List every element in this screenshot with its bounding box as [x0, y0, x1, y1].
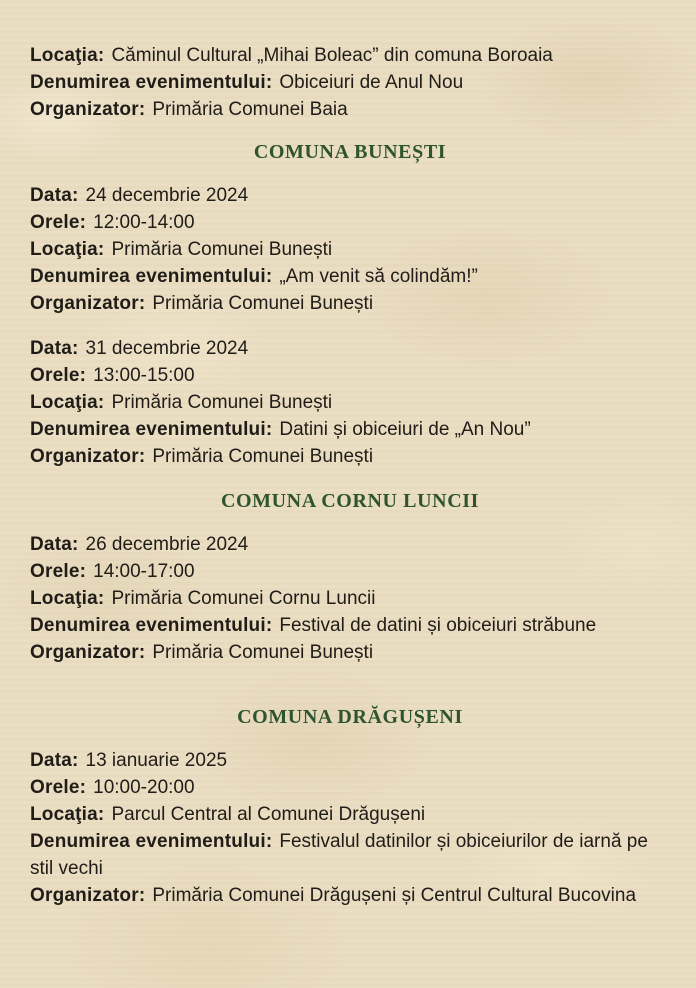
section-heading-cornu-luncii: COMUNA CORNU LUNCII	[220, 490, 480, 512]
event-field-orele	[30, 209, 670, 236]
field-value-locatia: Căminul Cultural „Mihai Boleac” din comuna Boroaia	[111, 45, 553, 66]
field-label-denumirea: Denumirea evenimentului:	[30, 419, 273, 440]
event-block	[30, 335, 670, 470]
event-field-orele	[30, 558, 670, 585]
event-field-denumirea	[30, 828, 670, 882]
field-label-organizator: Organizator:	[30, 99, 146, 120]
field-label-data: Data:	[30, 750, 79, 771]
event-field-orele	[30, 362, 670, 389]
event-block-intro	[30, 42, 670, 123]
field-value-orele: 14:00-17:00	[93, 561, 195, 582]
field-value-data: 31 decembrie 2024	[85, 338, 249, 359]
field-value-orele: 12:00-14:00	[93, 212, 195, 233]
event-field-organizator	[30, 96, 670, 123]
field-label-denumirea: Denumirea evenimentului:	[30, 266, 273, 287]
field-value-denumirea: Festivalul datinilor și obiceiurilor de iarnă pe stil vechi	[30, 831, 648, 879]
event-field-denumirea	[30, 263, 670, 290]
field-label-locatia: Locaţia:	[30, 392, 105, 413]
field-label-organizator: Organizator:	[30, 446, 146, 467]
event-field-data	[30, 747, 670, 774]
field-label-denumirea: Denumirea evenimentului:	[30, 831, 273, 852]
field-label-orele: Orele:	[30, 561, 87, 582]
event-field-data	[30, 182, 670, 209]
field-value-locatia: Primăria Comunei Cornu Luncii	[111, 588, 376, 609]
field-label-organizator: Organizator:	[30, 293, 146, 314]
field-value-organizator: Primăria Comunei Baia	[152, 99, 348, 120]
field-value-data: 13 ianuarie 2025	[85, 750, 228, 771]
field-label-orele: Orele:	[30, 777, 87, 798]
event-field-locatia	[30, 801, 670, 828]
event-field-locatia	[30, 389, 670, 416]
field-label-organizator: Organizator:	[30, 642, 146, 663]
event-field-locatia	[30, 585, 670, 612]
field-label-organizator: Organizator:	[30, 885, 146, 906]
event-field-locatia	[30, 236, 670, 263]
field-label-locatia: Locaţia:	[30, 588, 105, 609]
field-value-orele: 10:00-20:00	[93, 777, 195, 798]
event-field-denumirea	[30, 416, 670, 443]
event-field-locatia	[30, 42, 670, 69]
event-field-denumirea	[30, 612, 670, 639]
field-label-locatia: Locaţia:	[30, 804, 105, 825]
event-field-orele	[30, 774, 670, 801]
event-field-denumirea	[30, 69, 670, 96]
field-value-data: 24 decembrie 2024	[85, 185, 249, 206]
field-value-locatia: Primăria Comunei Bunești	[111, 239, 333, 260]
event-block	[30, 182, 670, 317]
section-heading-draguseni: COMUNA DRĂGUȘENI	[237, 706, 463, 728]
field-label-orele: Orele:	[30, 212, 87, 233]
event-field-organizator	[30, 290, 670, 317]
field-value-locatia: Primăria Comunei Bunești	[111, 392, 333, 413]
field-label-denumirea: Denumirea evenimentului:	[30, 615, 273, 636]
field-value-orele: 13:00-15:00	[93, 365, 195, 386]
field-label-data: Data:	[30, 338, 79, 359]
field-value-denumirea: Datini și obiceiuri de „An Nou”	[279, 419, 531, 440]
field-label-orele: Orele:	[30, 365, 87, 386]
field-label-locatia: Locaţia:	[30, 45, 105, 66]
field-value-organizator: Primăria Comunei Bunești	[152, 446, 374, 467]
event-block	[30, 531, 670, 666]
field-label-locatia: Locaţia:	[30, 239, 105, 260]
field-label-data: Data:	[30, 534, 79, 555]
field-label-denumirea: Denumirea evenimentului:	[30, 72, 273, 93]
event-block	[30, 747, 670, 909]
event-field-organizator	[30, 882, 670, 909]
field-value-locatia: Parcul Central al Comunei Drăgușeni	[111, 804, 426, 825]
field-value-organizator: Primăria Comunei Bunești	[152, 642, 374, 663]
event-field-data	[30, 335, 670, 362]
field-label-data: Data:	[30, 185, 79, 206]
field-value-denumirea: Festival de datini și obiceiuri străbune	[279, 615, 597, 636]
event-field-data	[30, 531, 670, 558]
field-value-data: 26 decembrie 2024	[85, 534, 249, 555]
field-value-organizator: Primăria Comunei Drăgușeni și Centrul Cultural Bucovina	[152, 885, 637, 906]
section-heading-bunesti: COMUNA BUNEȘTI	[253, 141, 447, 163]
event-field-organizator	[30, 443, 670, 470]
field-value-organizator: Primăria Comunei Bunești	[152, 293, 374, 314]
field-value-denumirea: Obiceiuri de Anul Nou	[279, 72, 464, 93]
field-value-denumirea: „Am venit să colindăm!”	[279, 266, 478, 287]
event-field-organizator	[30, 639, 670, 666]
